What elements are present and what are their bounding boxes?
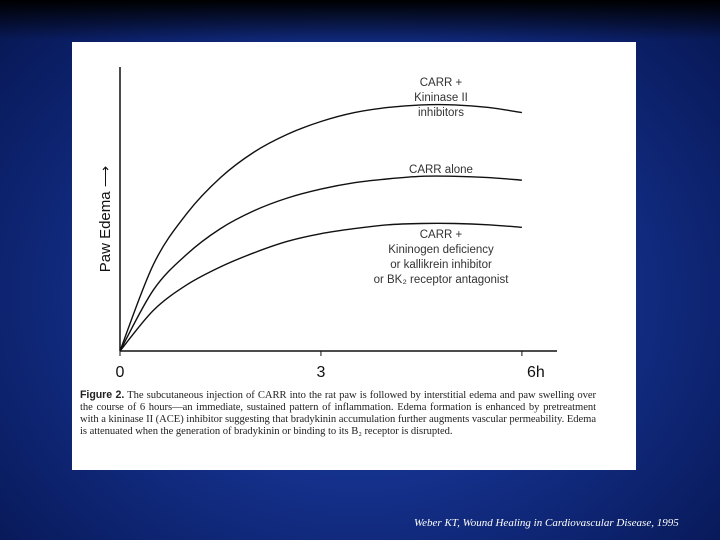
series-label-carr-kininase-line: Kininase II xyxy=(414,92,468,104)
series-label-carr-kininogen-line: Kininogen deficiency xyxy=(388,244,494,256)
x-tick-label: 0 xyxy=(115,364,125,381)
figure-caption xyxy=(80,389,596,438)
figure-panel xyxy=(72,42,636,470)
series-label-carr-kininogen-line: or BK₂ receptor antagonist xyxy=(373,274,509,286)
y-axis-label: Paw Edema ⟶ xyxy=(97,165,114,273)
series-label-carr-kininogen-line: CARR + xyxy=(419,229,463,241)
series-label-carr-alone-line: CARR alone xyxy=(409,164,473,176)
caption-label: Figure 2. xyxy=(80,389,125,401)
series-label-carr-kininogen-line: or kallikrein inhibitor xyxy=(390,259,492,271)
x-tick-label: 3 xyxy=(316,364,326,381)
slide-top-shade xyxy=(0,0,720,40)
series-label-carr-kininase-line: CARR + xyxy=(419,77,463,89)
series-line-carr-kininase xyxy=(120,105,522,351)
caption-text: The subcutaneous injection of CARR into the rat paw is followed by interstitial edema and paw swelling over the course of 6 hours—an immediate, sustained pattern of inflammation. Edema formation is enhanced by pretreatment with a kininase II (ACE) inhibitor suggesting that bradykinin accumulation further augments vascular permeability. Edema is attenuated when the generation of bradykinin or binding to its B₂ receptor is disrupted. xyxy=(80,390,596,437)
series-label-carr-kininase-line: inhibitors xyxy=(417,107,465,119)
edema-line-chart xyxy=(72,42,636,387)
x-tick-label: 6h xyxy=(527,364,545,381)
series-line-carr-kininogen xyxy=(120,223,522,351)
citation-text: Weber KT, Wound Healing in Cardiovascular Disease, 1995 xyxy=(414,517,679,529)
